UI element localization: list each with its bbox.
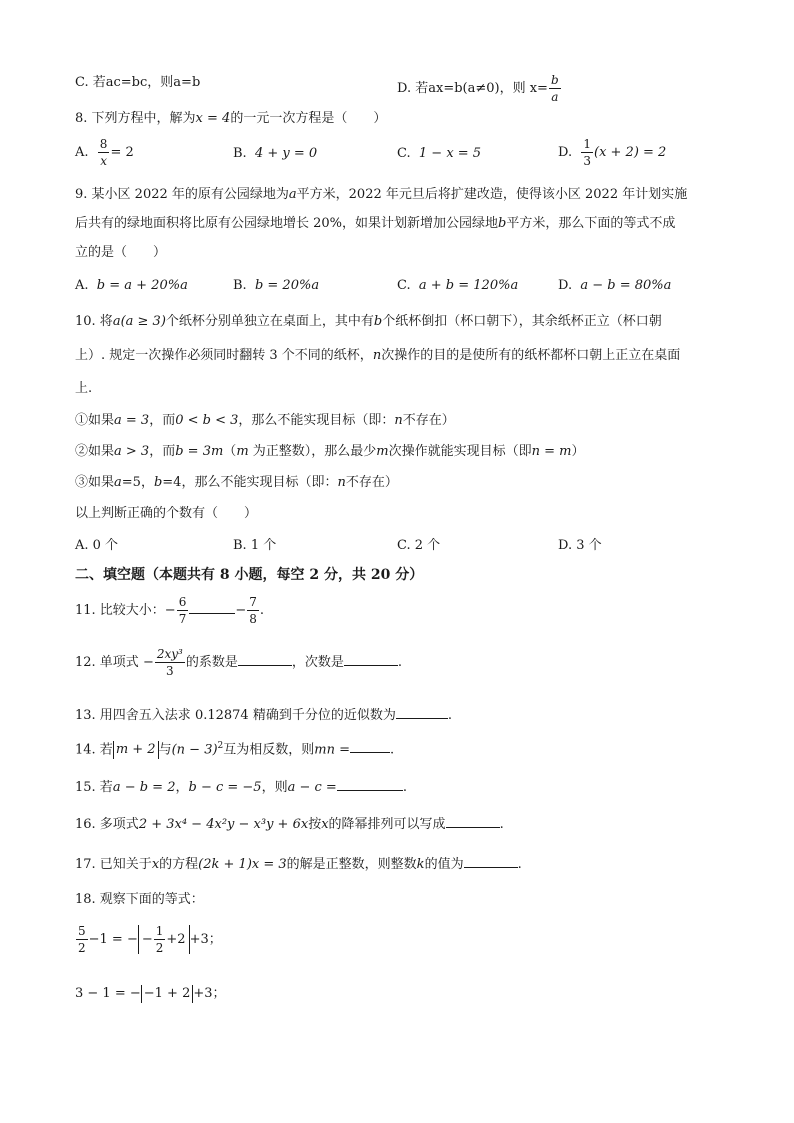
- q8-option-a: A. $\frac{8}{x}$ = 2: [75, 137, 134, 168]
- q12: 12. 单项式 − $\frac{\text{2xy³}}{3}$ 的系数是 ，次数是 .: [75, 647, 403, 678]
- q10-option-c: C. 2 个: [397, 538, 441, 553]
- q18-lead: 18. 观察下面的等式：: [75, 892, 204, 907]
- q8-option-d: D. $\frac{1}{3}$ (x + 2) = 2: [558, 137, 667, 168]
- q9-line-1: 9. 某小区 2022 年的原有公园绿地为a平方米，2022 年元旦后将扩建改造，使得该小区 2022 年计划实施: [75, 187, 688, 202]
- q16: 16. 多项式2 + 3x⁴ − 4x²y − x³y + 6x按x的降幂排列可以写成 .: [75, 813, 504, 834]
- q12-degree-blank[interactable]: [344, 651, 398, 666]
- q18-equation-1: $\frac{5}{2}$ −1 = − − $\frac{1}{2}$ +2 +3；: [78, 924, 222, 955]
- fraction-b-over-a: $\frac{b}{a}$: [550, 73, 559, 104]
- q9-line-3: 立的是（ ）: [75, 245, 167, 260]
- q8-option-b: B. 4 + y = 0: [233, 146, 318, 161]
- q13-answer-blank[interactable]: [396, 704, 448, 719]
- fraction-1-over-3: $\frac{1}{3}$: [583, 137, 591, 168]
- q10-ask: 以上判断正确的个数有（ ）: [75, 506, 258, 521]
- q18-equation-2: 3 − 1 = − −1 + 2 +3；: [75, 986, 226, 1001]
- q12-coefficient-blank[interactable]: [238, 651, 292, 666]
- q10-option-d: D. 3 个: [558, 538, 602, 553]
- q17-answer-blank[interactable]: [464, 853, 518, 868]
- section-2-title: 二、填空题（本题共有 8 小题，每空 2 分，共 20 分）: [75, 567, 424, 583]
- q10-line-3: 上.: [75, 381, 93, 396]
- q10-statement-3: ③如果a=5，b=4，那么不能实现目标（即：n不存在）: [75, 475, 398, 490]
- q8-option-c: C. 1 − x = 5: [397, 146, 482, 161]
- q16-answer-blank[interactable]: [446, 813, 500, 828]
- q17: 17. 已知关于x的方程(2k + 1)x = 3的解是正整数，则整数k的值为 .: [75, 853, 522, 874]
- q10-statement-2: ②如果a > 3，而b = 3m（m 为正整数），那么最少m次操作就能实现目标（即n = m）: [75, 444, 585, 459]
- q11: 11. 比较大小：− $\frac{6}{7}$ − $\frac{7}{8}$ .: [75, 595, 265, 626]
- q9-option-b: B. b = 20%a: [233, 278, 320, 293]
- q9-option-d: D. a − b = 80%a: [558, 278, 672, 293]
- q10-line-1: 10. 将a(a ≥ 3)个纸杯分别单独立在桌面上，其中有b个纸杯倒扣（杯口朝下），其余纸杯正立（杯口朝: [75, 314, 662, 329]
- q15: 15. 若a − b = 2，b − c = −5，则a − c = .: [75, 776, 407, 797]
- q14: 14. 若 m + 2 与$(n - 3)^2$互为相反数，则mn = .: [75, 737, 394, 759]
- q15-answer-blank[interactable]: [337, 776, 403, 791]
- q11-answer-blank[interactable]: [189, 599, 235, 614]
- q7-option-d: D. 若ax=b(a≠0)，则 x= $\frac{b}{a}$: [397, 73, 559, 104]
- q9-line-2: 后共有的绿地面积将比原有公园绿地增长 20%，如果计划新增加公园绿地b平方米，那么下面的等式不成: [75, 216, 676, 231]
- q10-line-2: 上）. 规定一次操作必须同时翻转 3 个不同的纸杯，n次操作的目的是使所有的纸杯都杯口朝上正立在桌面: [75, 348, 681, 363]
- q9-option-a: A. b = a + 20%a: [75, 278, 188, 293]
- q8-stem: 8. 下列方程中，解为x = 4的一元一次方程是（ ）: [75, 111, 387, 126]
- q7-option-c: C. 若ac=bc，则a=b: [75, 75, 201, 90]
- fraction-8-over-x: $\frac{8}{x}$: [99, 137, 108, 168]
- q9-option-c: C. a + b = 120%a: [397, 278, 519, 293]
- q13: 13. 用四舍五入法求 0.12874 精确到千分位的近似数为 .: [75, 704, 452, 725]
- q10-option-b: B. 1 个: [233, 538, 277, 553]
- q10-option-a: A. 0 个: [75, 538, 119, 553]
- q10-statement-1: ①如果a = 3，而0 < b < 3，那么不能实现目标（即：n不存在）: [75, 413, 455, 428]
- q14-answer-blank[interactable]: [350, 738, 390, 753]
